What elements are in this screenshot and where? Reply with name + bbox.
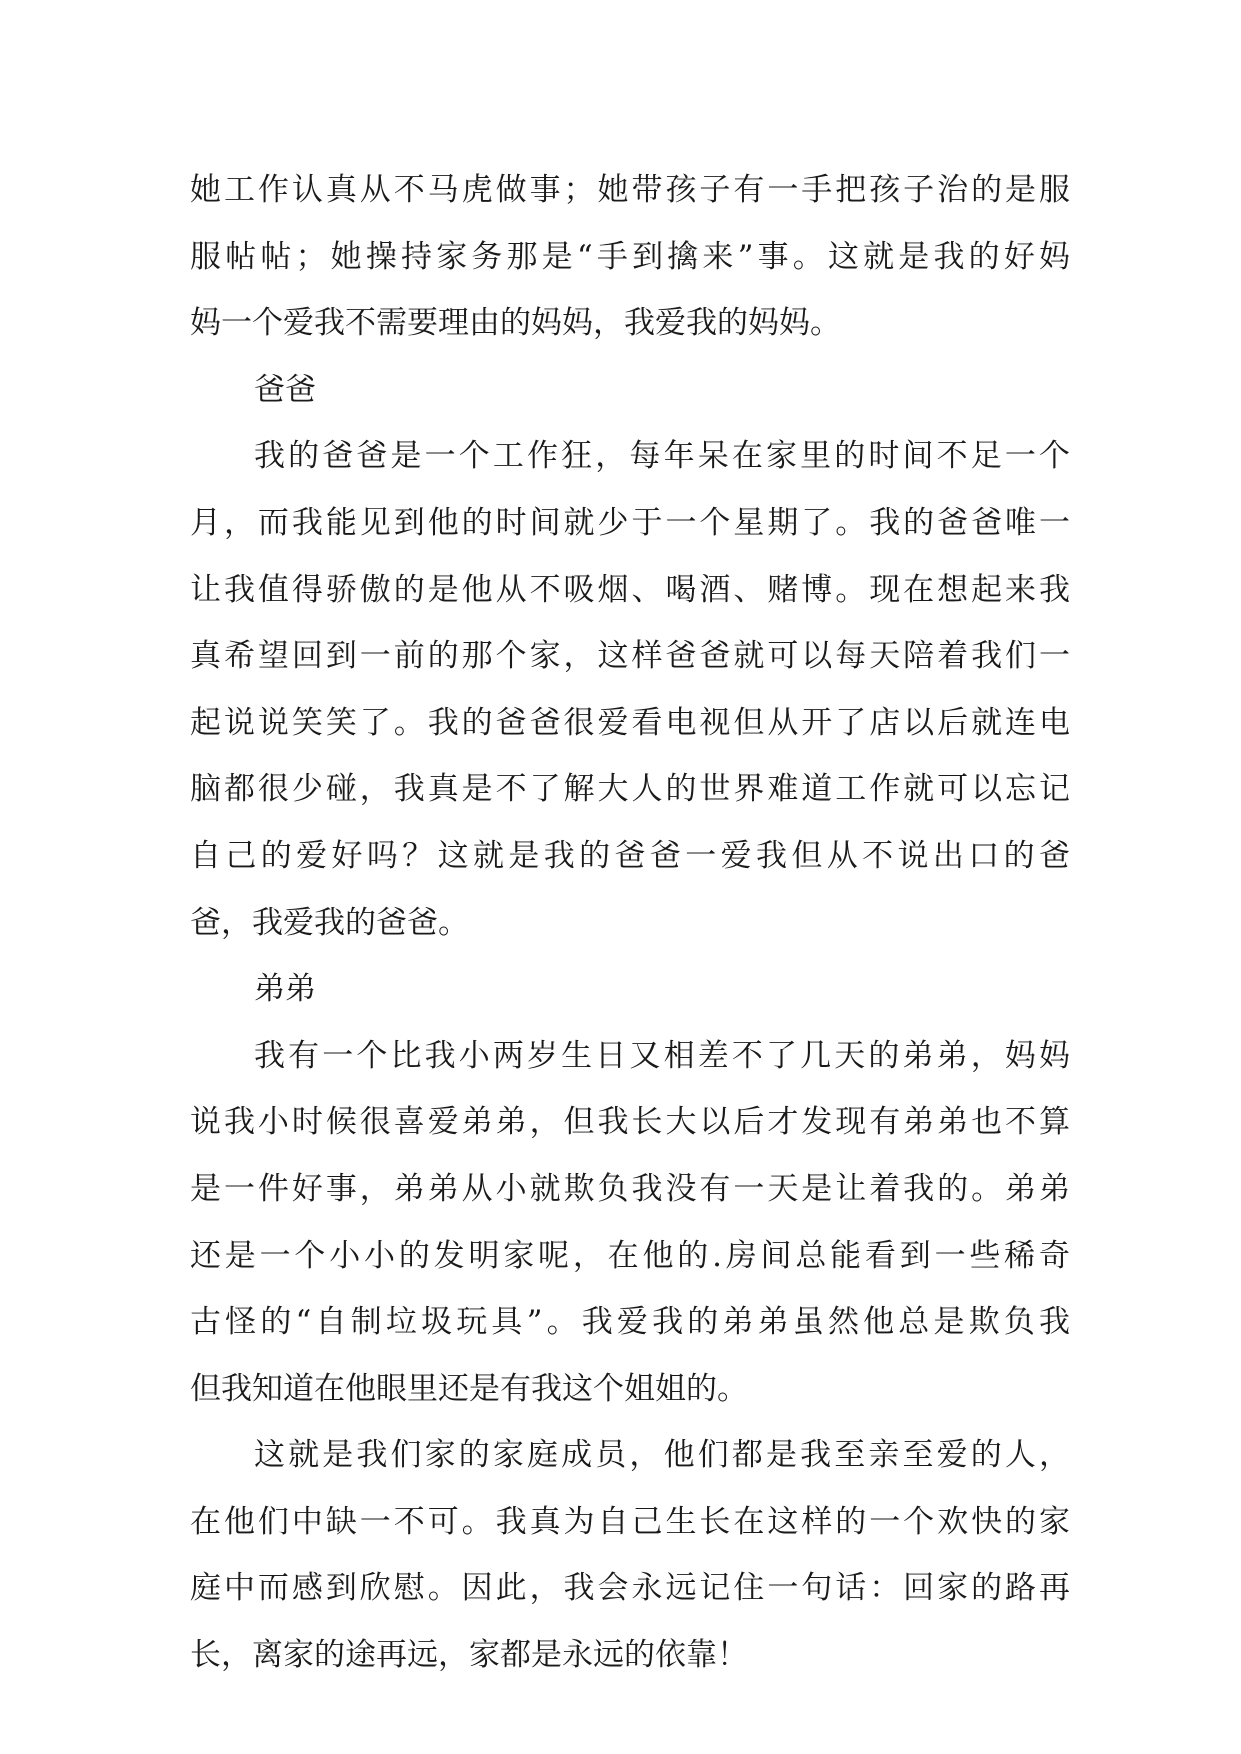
text-line: 但我知道在他眼里还是有我这个姐姐的。 [190, 1370, 748, 1407]
text-line: 月，而我能见到他的时间就少于一个星期了。我的爸爸唯一 [190, 504, 1070, 541]
text-line: 还是一个小小的发明家呢，在他的.房间总能看到一些稀奇 [190, 1237, 1070, 1274]
text-line: 我有一个比我小两岁生日又相差不了几天的弟弟，妈妈 [254, 1037, 1070, 1074]
text-line: 真希望回到一前的那个家，这样爸爸就可以每天陪着我们一 [190, 638, 1070, 675]
text-line: 我的爸爸是一个工作狂，每年呆在家里的时间不足一个 [254, 438, 1070, 475]
text-line: 让我值得骄傲的是他从不吸烟、喝酒、赌博。现在想起来我 [190, 571, 1070, 608]
text-line: 妈一个爱我不需要理由的妈妈，我爱我的妈妈。 [190, 305, 841, 342]
body-text [190, 157, 1070, 1689]
text-line: 古怪的“自制垃圾玩具”。我爱我的弟弟虽然他总是欺负我 [190, 1304, 1070, 1341]
text-line: 自己的爱好吗？这就是我的爸爸一爱我但从不说出口的爸 [190, 837, 1070, 874]
text-line: 起说说笑笑了。我的爸爸很爱看电视但从开了店以后就连电 [190, 704, 1070, 741]
text-line: 是一件好事，弟弟从小就欺负我没有一天是让着我的。弟弟 [190, 1170, 1070, 1207]
section-heading-dad: 爸爸 [254, 371, 316, 408]
text-line: 她工作认真从不马虎做事；她带孩子有一手把孩子治的是服 [190, 172, 1070, 208]
text-line: 庭中而感到欣慰。因此，我会永远记住一句话：回家的路再 [190, 1570, 1070, 1607]
text-line: 爸，我爱我的爸爸。 [190, 904, 469, 941]
section-heading-brother: 弟弟 [254, 971, 316, 1008]
text-line: 说我小时候很喜爱弟弟，但我长大以后才发现有弟弟也不算 [190, 1104, 1070, 1141]
text-line: 服帖帖；她操持家务那是“手到擒来”事。这就是我的好妈 [190, 238, 1070, 275]
text-line: 长，离家的途再远，家都是永远的依靠！ [190, 1637, 748, 1674]
text-line: 在他们中缺一不可。我真为自己生长在这样的一个欢快的家 [190, 1503, 1070, 1540]
text-line: 脑都很少碰，我真是不了解大人的世界难道工作就可以忘记 [190, 771, 1070, 808]
text-line: 这就是我们家的家庭成员，他们都是我至亲至爱的人， [254, 1437, 1070, 1474]
